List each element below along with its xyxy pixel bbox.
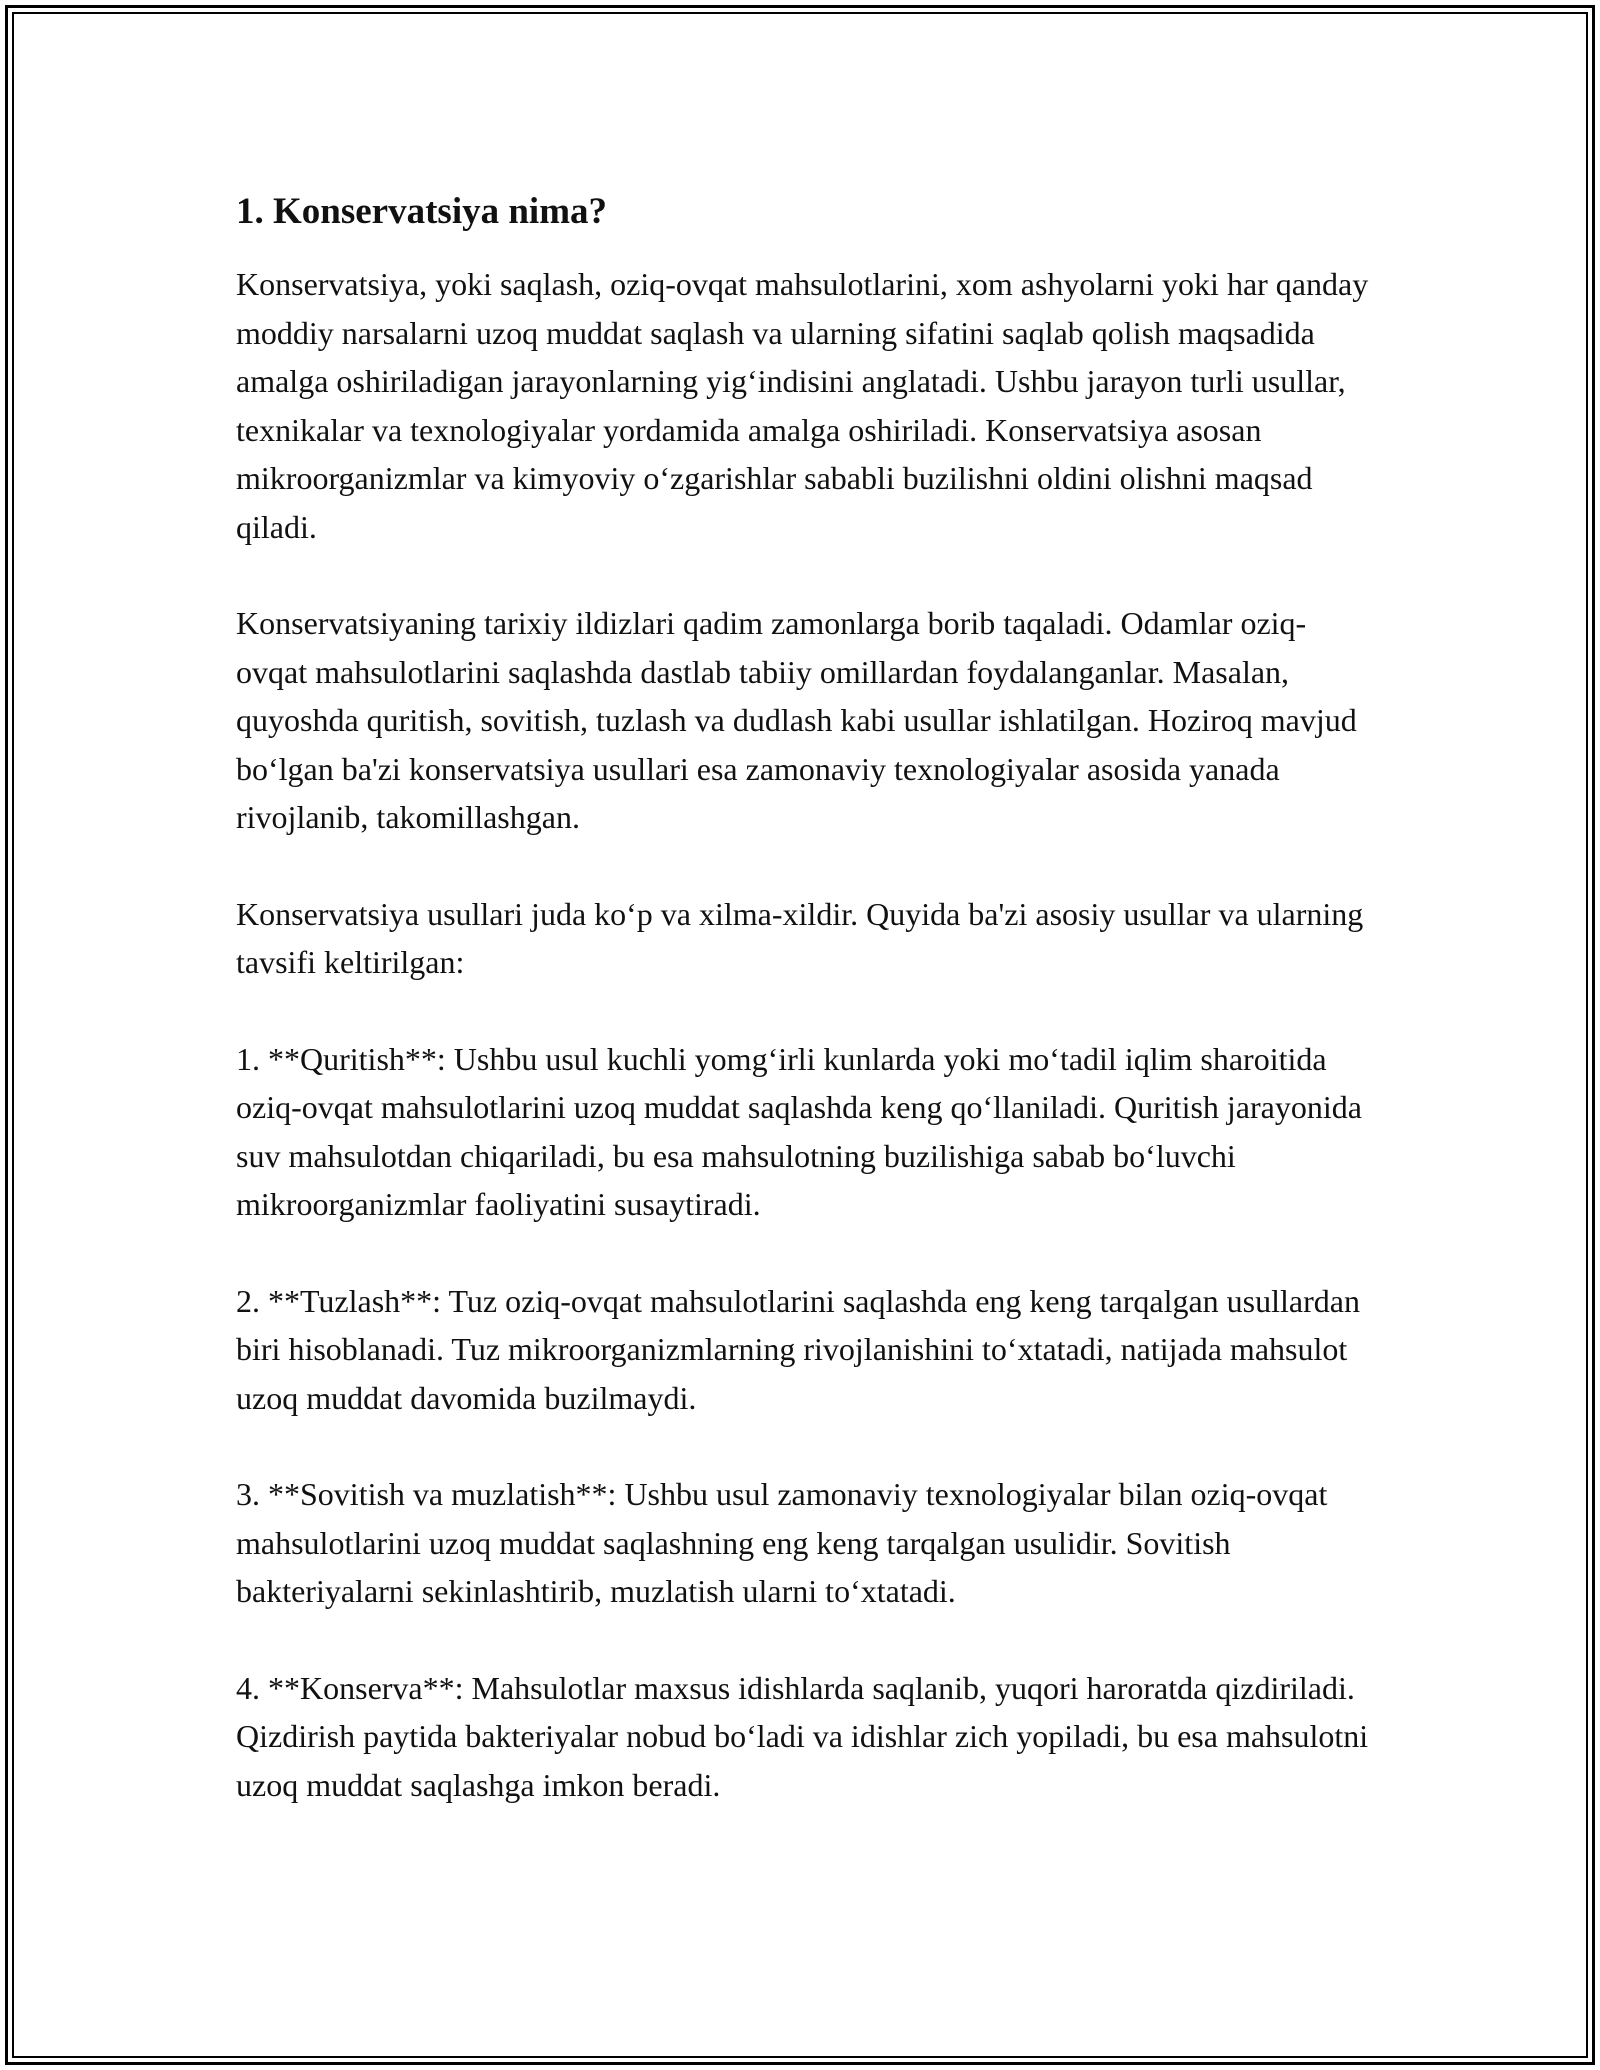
list-item-quritish: 1. **Quritish**: Ushbu usul kuchli yomg‘irli kunlarda yoki mo‘tadil iqlim sharoitida oziq-ovqat mahsulotlarini uzoq muddat saqlashda keng qo‘llaniladi. Quritish jarayonida suv mahsulotdan chiqariladi, bu esa mahsulotning buzilishiga sabab bo‘luvchi mikroorganizmlar faoliyatini susaytiradi.: [236, 1040, 1362, 1222]
paragraph-history: Konservatsiyaning tarixiy ildizlari qadim zamonlarga borib taqaladi. Odamlar oziq-ovqat mahsulotlarini saqlashda dastlab tabiiy omillardan foydalanganlar. Masalan, quyoshda quritish, sovitish, tuzlash va dudlash kabi usullar ishlatilgan. Hoziroq mavjud bo‘lgan ba'zi konservatsiya usullari esa zamonaviy texnologiyalar asosida yanada rivojlanib, takomillashgan.: [236, 605, 1357, 835]
paragraph-methods-intro: Konservatsiya usullari juda ko‘p va xilma-xildir. Quyida ba'zi asosiy usullar va ularning tavsifi keltirilgan:: [236, 895, 1364, 980]
section-heading: 1. Konservatsiya nima?: [236, 191, 608, 232]
paragraph-definition: Konservatsiya, yoki saqlash, oziq-ovqat mahsulotlarini, xom ashyolarni yoki har qanday moddiy narsalarni uzoq muddat saqlash va ularning sifatini saqlab qolish maqsadida amalga oshiriladigan jarayonlarning yig‘indisini anglatadi. Ushbu jarayon turli usullar, texnikalar va texnologiyalar yordamida amalga oshiriladi. Konservatsiya asosan mikroorganizmlar va kimyoviy o‘zgarishlar sababli buzilishni oldini olishni maqsad qiladi.: [236, 266, 1369, 545]
document-body: [236, 186, 1376, 1857]
list-item-tuzlash: 2. **Tuzlash**: Tuz oziq-ovqat mahsulotlarini saqlashda eng keng tarqalgan usullardan biri hisoblanadi. Tuz mikroorganizmlarning rivojlanishini to‘xtatadi, natijada mahsulot uzoq muddat davomida buzilmaydi.: [236, 1282, 1360, 1416]
list-item-konserva: 4. **Konserva**: Mahsulotlar maxsus idishlarda saqlanib, yuqori haroratda qizdiriladi. Qizdirish paytida bakteriyalar nobud bo‘ladi va idishlar zich yopiladi, bu esa mahsulotni uzoq muddat saqlashga imkon beradi.: [236, 1669, 1369, 1803]
list-item-sovitish: 3. **Sovitish va muzlatish**: Ushbu usul zamonaviy texnologiyalar bilan oziq-ovqat mahsulotlarini uzoq muddat saqlashning eng keng tarqalgan usulidir. Sovitish bakteriyalarni sekinlashtirib, muzlatish ularni to‘xtatadi.: [236, 1476, 1328, 1609]
